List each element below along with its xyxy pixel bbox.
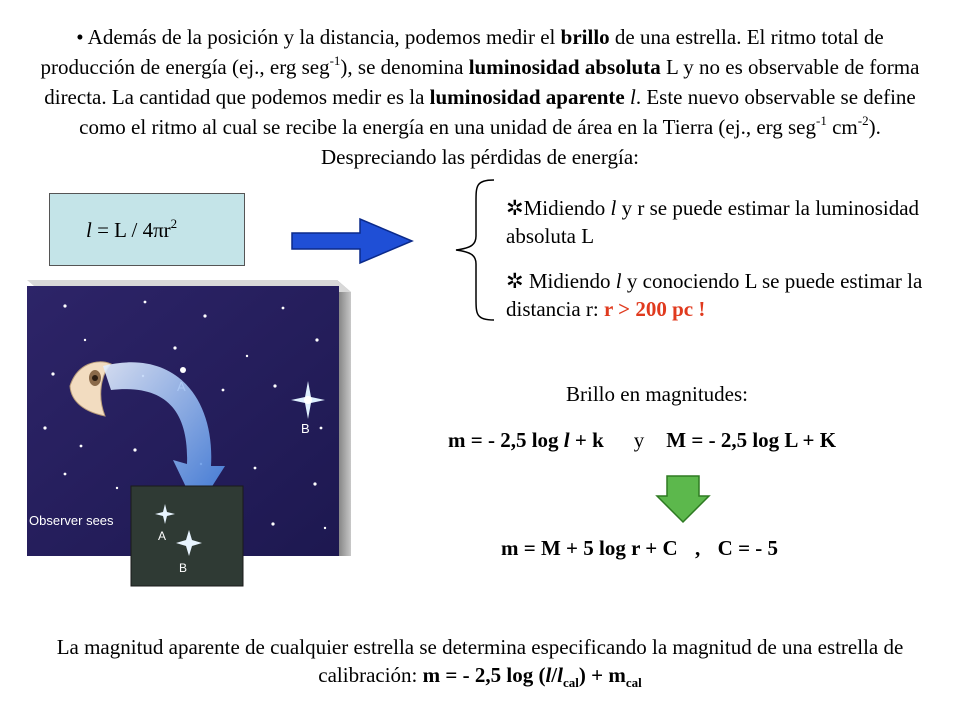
term-brillo: brillo <box>560 25 610 49</box>
observer-caption: Observer sees <box>29 513 114 528</box>
bullet-estimate-distance: ✲ Midiendo l y conociendo L se puede estimar la distancia r: r > 200 pc ! <box>506 269 923 321</box>
bullet-icon: • <box>76 25 84 49</box>
magnitudes-title: Brillo en magnitudes: <box>566 382 748 406</box>
right-arrow-icon <box>290 216 415 266</box>
observer-illustration <box>25 278 355 588</box>
bullet-estimate-luminosity: ✲Midiendo l y r se puede estimar la luminosidad absoluta L <box>506 196 920 248</box>
down-arrow-icon <box>655 474 711 524</box>
term-luminosidad-aparente: luminosidad aparente <box>429 85 625 109</box>
intro-paragraph: • Además de la posición y la distancia, podemos medir el brillo de una estrella. El ritmo total de producción de energía (ej., erg seg$^{-1}$), se denomina luminosidad absoluta L y no es observable de forma directa. La cantidad que podemos medir es la luminosidad aparente l. Este nuevo observable se define como el ritmo al cual se recibe la energía en una unidad de área en la Tierra (ej., erg seg$^{-1}$ $cm^{-2}$). Despreciando las pérdidas de energía: <box>40 25 920 169</box>
magnitude-equations: m = - 2,5 log l + k y M = - 2,5 log L + K <box>448 428 837 452</box>
star-b-label: B <box>301 421 310 436</box>
distance-limit: r > 200 pc ! <box>603 297 706 321</box>
closing-paragraph: La magnitud aparente de cualquier estrella se determina especificando la magnitud de una estrella de calibración: m = - 2,5 $\log (l/l_{cal}) + m_{cal}$ <box>56 635 904 691</box>
inset-star-b-label: B <box>179 561 188 575</box>
term-luminosidad-absoluta: luminosidad absoluta <box>468 55 661 79</box>
calibration-equation: m = - 2,5 $\log (l/l_{cal}) + m_{cal}$ <box>422 663 642 691</box>
asterisk-bullet-icon: ✲ <box>506 196 524 220</box>
asterisk-bullet-icon: ✲ <box>506 269 524 293</box>
left-brace-icon <box>450 178 500 323</box>
luminosity-formula: $l = L / 4\pi r^2$ <box>86 216 178 242</box>
distance-modulus-equation: m = M + 5 log r + C , C = - 5 <box>501 536 779 560</box>
inset-star-a-label: A <box>158 529 167 543</box>
